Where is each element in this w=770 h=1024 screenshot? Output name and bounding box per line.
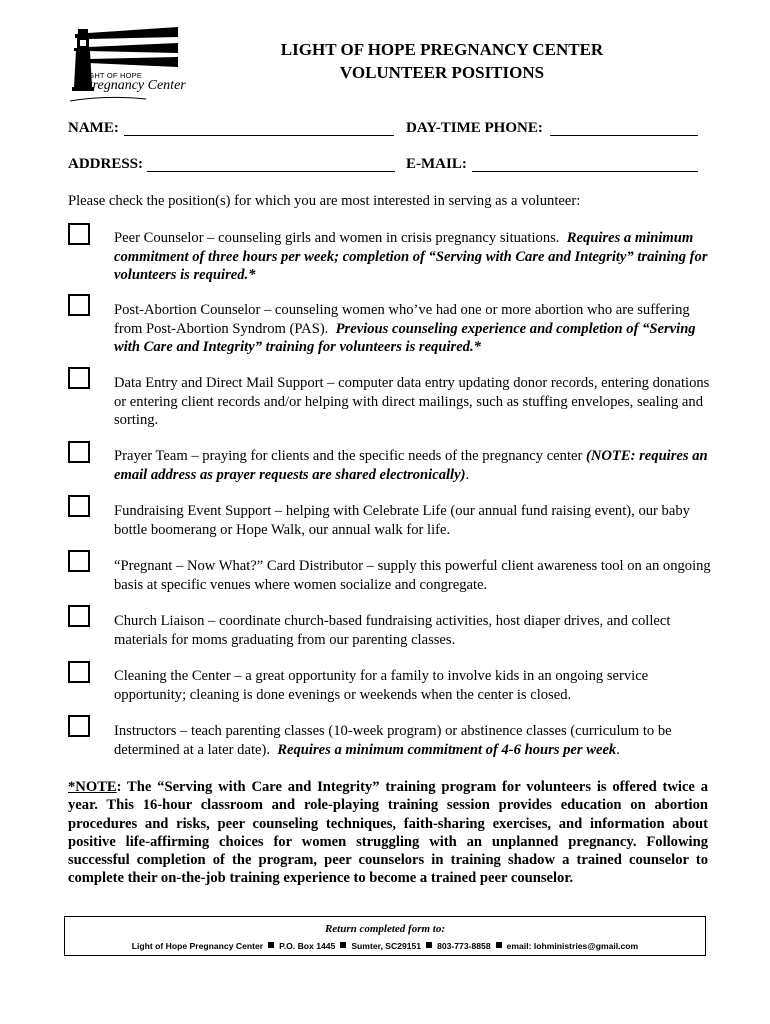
lighthouse-logo-icon — [66, 25, 180, 107]
position-card-distributor: “Pregnant – Now What?” Card Distributor – supply this powerful client awareness tool on an ongoing basis at specific venues where women socialize and congregate. — [114, 558, 711, 593]
email-label: E-MAIL: — [406, 156, 467, 172]
address-field[interactable] — [147, 171, 395, 172]
bullet-icon — [496, 942, 502, 948]
checkbox-data-entry[interactable] — [68, 367, 90, 389]
position-peer-counselor: Peer Counselor – counseling girls and women in crisis pregnancy situations. Requires a minimum commitment of three hours per week; completion of “Serving with Care and Integrity” training for volunteers is required.* — [114, 230, 708, 283]
phone-label: DAY-TIME PHONE: — [406, 120, 543, 136]
position-church-liaison: Church Liaison – coordinate church-based fundraising activities, host diaper drives, and collect materials for moms graduating from our parenting classes. — [114, 613, 671, 648]
checkbox-prayer-team[interactable] — [68, 441, 90, 463]
phone-field[interactable] — [550, 135, 698, 136]
return-address-box — [64, 916, 706, 956]
checkbox-peer-counselor[interactable] — [68, 223, 90, 245]
checkbox-post-abortion-counselor[interactable] — [68, 294, 90, 316]
email-link[interactable]: email: lohministries@gmail.com — [506, 941, 639, 951]
position-post-abortion-counselor: Post-Abortion Counselor – counseling women who’ve had one or more abortion who are suffering from Post-Abortion Syndrom (PAS). Previous counseling experience and completion of “Serving with Care and Integrity” training for volunteers is required.* — [114, 302, 696, 355]
name-field[interactable] — [124, 135, 394, 136]
logo-text: IGHT OF HOPE — [86, 71, 143, 80]
position-instructors: Instructors – teach parenting classes (10-week program) or abstinence classes (curriculum to be determined at a later date). Requires a minimum commitment of 4-6 hours per week. — [114, 723, 672, 758]
instructions: Please check the position(s) for which you are most interested in serving as a volunteer: — [68, 193, 581, 209]
bullet-icon — [426, 942, 432, 948]
checkbox-instructors[interactable] — [68, 715, 90, 737]
address-label: ADDRESS: — [68, 156, 144, 172]
return-address: Light of Hope Pregnancy Center P.O. Box 1445 Sumter, SC29151 803-773-8858 email: lohministries@gmail.com — [131, 941, 639, 951]
bullet-icon — [340, 942, 346, 948]
checkbox-fundraising-event[interactable] — [68, 495, 90, 517]
page-subtitle: VOLUNTEER POSITIONS — [339, 63, 545, 82]
email-field[interactable] — [472, 171, 698, 172]
bullet-icon — [268, 942, 274, 948]
checkbox-cleaning[interactable] — [68, 661, 90, 683]
position-data-entry: Data Entry and Direct Mail Support – computer data entry updating donor records, entering donations or entering client records and/or helping with direct mailings, such as stuffing envelopes, sealing and sorting. — [114, 375, 710, 428]
position-fundraising-event: Fundraising Event Support – helping with Celebrate Life (our annual fund raising event), our baby bottle boomerang or Hope Walk, our annual walk for life. — [114, 503, 690, 538]
position-prayer-team: Prayer Team – praying for clients and the specific needs of the pregnancy center (NOTE: requires an email address as prayer requests are shared electronically). — [114, 448, 708, 483]
name-label: NAME: — [68, 120, 119, 136]
page-title: LIGHT OF HOPE PREGNANCY CENTER — [280, 40, 604, 59]
checkbox-card-distributor[interactable] — [68, 550, 90, 572]
checkbox-church-liaison[interactable] — [68, 605, 90, 627]
training-note: *NOTE: The “Serving with Care and Integrity” training program for volunteers is offered twice a year. This 16-hour classroom and role-playing training session provides education on abortion procedures and risks, peer counseling techniques, faith-sharing exercises, and information about positive life-affirming choices for women struggling with an unplanned pregnancy. Following successful completion of the program, peer counselors in training shadow a trained counselor to complete their on-the-job training experience to become a trained peer counselor. — [68, 779, 708, 887]
position-cleaning: Cleaning the Center – a great opportunity for a family to involve kids in an ongoing service opportunity; cleaning is done evenings or weekends when the center is closed. — [114, 668, 649, 703]
return-title: Return completed form to: — [324, 923, 446, 935]
logo-script-text: Pregnancy Center — [84, 78, 186, 93]
